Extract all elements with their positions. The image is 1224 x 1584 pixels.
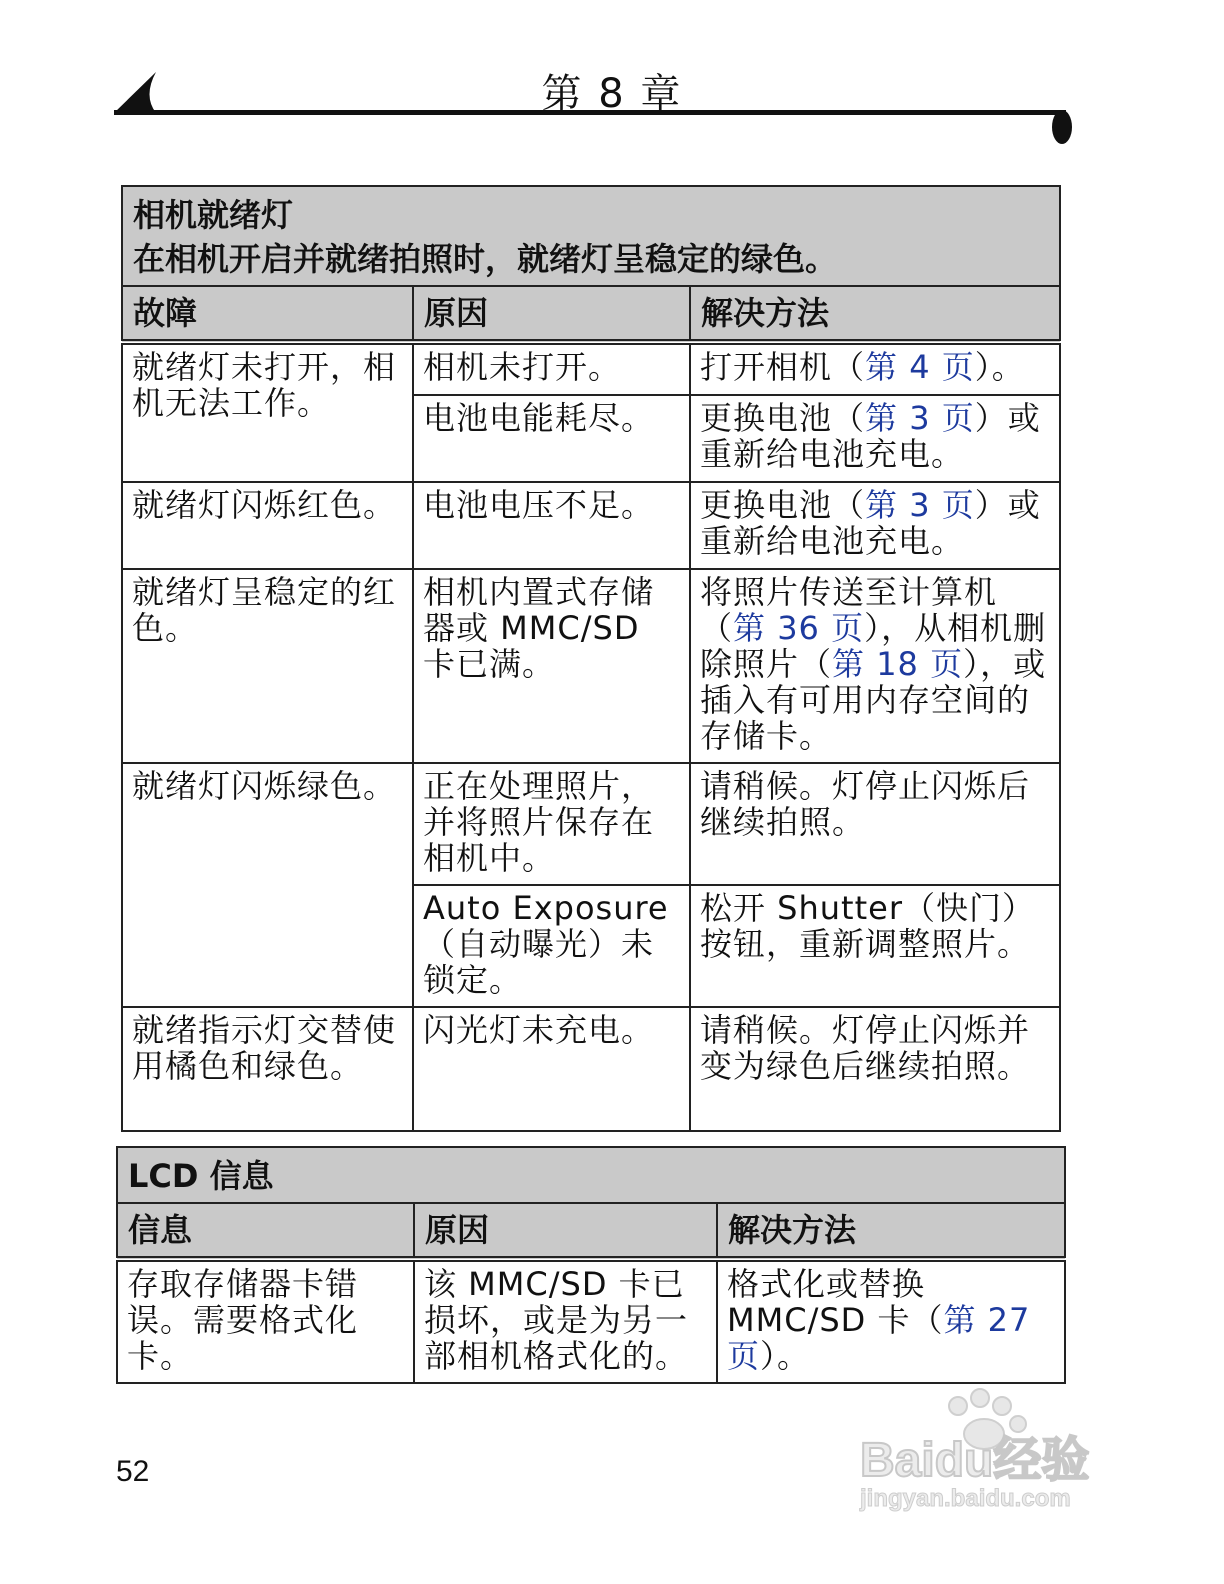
solution-text: 将照片传送至计算机（ [700, 573, 998, 647]
cause-cell: 相机内置式存储器或 MMC/SD 卡已满。 [413, 569, 690, 763]
solution-cell: 请稍候。灯停止闪烁并变为绿色后继续拍照。 [690, 1007, 1060, 1131]
column-header-solution: 解决方法 [717, 1203, 1065, 1259]
problem-cell: 就绪指示灯交替使用橘色和绿色。 [122, 1007, 413, 1131]
solution-cell [690, 569, 1060, 763]
cause-cell: 相机未打开。 [413, 342, 690, 395]
lcd-message-table [116, 1146, 1066, 1384]
solution-cell: 请稍候。灯停止闪烁后继续拍照。 [690, 763, 1060, 885]
page-link[interactable]: 第 3 页 [865, 486, 975, 524]
cause-cell: 电池电能耗尽。 [413, 395, 690, 482]
solution-cell [690, 395, 1060, 482]
page-link[interactable]: 第 36 页 [733, 609, 865, 647]
problem-cell: 就绪灯呈稳定的红色。 [122, 569, 413, 763]
table-title-cell [122, 186, 1060, 286]
table-subtitle: 在相机开启并就绪拍照时，就绪灯呈稳定的绿色。 [133, 240, 838, 278]
problem-cell: 就绪灯闪烁绿色。 [122, 763, 413, 1007]
table-row [117, 1259, 1065, 1383]
chapter-title: 第 8 章 [541, 71, 683, 117]
solution-text: ），或插入有可用内存空间的存储卡。 [700, 645, 1047, 755]
table-title: LCD 信息 [117, 1147, 1065, 1203]
column-header-problem: 故障 [122, 286, 413, 342]
table-row [122, 1007, 1060, 1131]
column-header-cause: 原因 [413, 286, 690, 342]
cause-cell: Auto Exposure（自动曝光）未锁定。 [413, 885, 690, 1007]
solution-text: 格式化或替换 MMC/SD 卡（ [727, 1265, 944, 1339]
solution-text: ），从相机删除照片（ [700, 609, 1047, 683]
solution-text: 更换电池（ [700, 486, 866, 524]
ready-light-table [121, 185, 1061, 1132]
cause-cell: 该 MMC/SD 卡已损坏，或是为另一部相机格式化的。 [414, 1259, 717, 1383]
problem-cell: 就绪灯未打开，相机无法工作。 [122, 342, 413, 482]
cause-cell: 正在处理照片，并将照片保存在相机中。 [413, 763, 690, 885]
column-header-cause: 原因 [414, 1203, 717, 1259]
solution-text: ）或重新给电池充电。 [700, 399, 1041, 473]
column-header-row [122, 286, 1060, 342]
table-title-row [122, 186, 1060, 286]
solution-cell [690, 482, 1060, 569]
page-link[interactable]: 第 27 页 [727, 1301, 1031, 1375]
solution-cell [690, 342, 1060, 395]
table-title-row [117, 1147, 1065, 1203]
table-row [122, 763, 1060, 885]
table-row [122, 342, 1060, 395]
watermark-logo: Baidu经验 [860, 1434, 1090, 1487]
table-row [122, 569, 1060, 763]
column-header-row [117, 1203, 1065, 1259]
cause-cell: 电池电压不足。 [413, 482, 690, 569]
table-title: 相机就绪灯 [133, 196, 294, 234]
page-number: 52 [116, 1455, 150, 1488]
solution-cell: 松开 Shutter（快门）按钮，重新调整照片。 [690, 885, 1060, 1007]
solution-text: ）。 [760, 1337, 811, 1375]
cause-cell: 闪光灯未充电。 [413, 1007, 690, 1131]
solution-text: 更换电池（ [700, 399, 866, 437]
solution-text: 打开相机（ [700, 348, 866, 386]
table-row [122, 482, 1060, 569]
page-link[interactable]: 第 3 页 [865, 399, 975, 437]
message-cell: 存取存储器卡错误。需要格式化卡。 [117, 1259, 414, 1383]
page-link[interactable]: 第 18 页 [832, 645, 964, 683]
solution-cell [717, 1259, 1065, 1383]
solution-text: ）。 [974, 348, 1025, 386]
column-header-message: 信息 [117, 1203, 414, 1259]
column-header-solution: 解决方法 [690, 286, 1060, 342]
page-link[interactable]: 第 4 页 [865, 348, 975, 386]
baidu-jingyan-watermark [852, 1384, 1152, 1524]
solution-text: ）或重新给电池充电。 [700, 486, 1041, 560]
watermark-url: jingyan.baidu.com [860, 1485, 1071, 1512]
problem-cell: 就绪灯闪烁红色。 [122, 482, 413, 569]
